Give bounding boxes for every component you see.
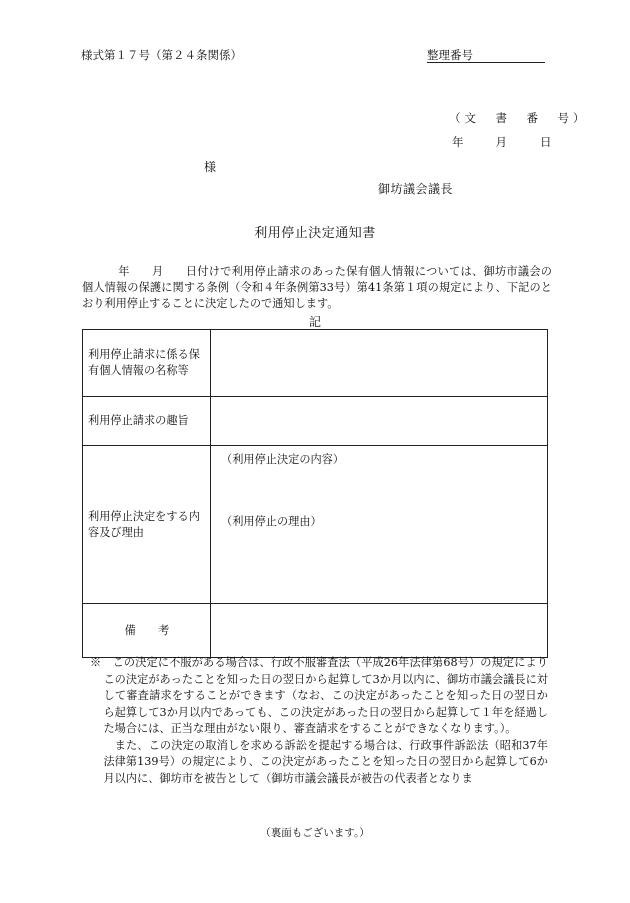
reverse-side-note: （裏面もございます。） bbox=[260, 827, 370, 839]
row-label-decision-reason: 利用停止決定をする内容及び理由 bbox=[83, 446, 211, 604]
table-row bbox=[83, 330, 548, 397]
date-month: 月 bbox=[495, 135, 507, 149]
body-month: 月 bbox=[151, 265, 164, 278]
date-line bbox=[452, 134, 552, 150]
info-name-field[interactable] bbox=[211, 330, 548, 397]
date-year: 年 bbox=[452, 135, 464, 149]
table-row bbox=[83, 604, 548, 658]
body-text: 日付けで利用停止請求のあった保有個人情報については、御坊市議会の個人情報の保護に関する条例（令和４年条例第33号）第41条第１項の規定により、下記のとおり利用停止することに決定したので通知します。 bbox=[82, 265, 552, 310]
addressee-suffix: 様 bbox=[204, 160, 217, 174]
sender-name: 御坊議会議長 bbox=[378, 182, 454, 196]
request-purpose-field[interactable] bbox=[211, 397, 548, 446]
reference-number-field[interactable] bbox=[427, 62, 545, 63]
notes-section bbox=[90, 655, 548, 787]
body-paragraph bbox=[82, 264, 552, 312]
date-day: 日 bbox=[540, 135, 552, 149]
decision-reason-field[interactable] bbox=[211, 446, 548, 604]
remarks-field[interactable] bbox=[211, 604, 548, 658]
decision-content-label: （利用停止決定の内容） bbox=[221, 453, 345, 466]
detail-table bbox=[82, 329, 548, 658]
decision-reason-label: （利用停止の理由） bbox=[221, 515, 322, 528]
ki-heading: 記 bbox=[308, 315, 321, 329]
row-label-info-name: 利用停止請求に係る保有個人情報の名称等 bbox=[83, 330, 211, 397]
row-label-request-purpose: 利用停止請求の趣旨 bbox=[83, 397, 211, 446]
document-number: （文 書 番 号） bbox=[449, 111, 589, 125]
table-row bbox=[83, 397, 548, 446]
table-row bbox=[83, 446, 548, 604]
body-year: 年 bbox=[118, 265, 130, 278]
row-label-remarks: 備 考 bbox=[83, 604, 211, 658]
note-paragraph-2: また、この決定の取消しを求める訴訟を提起する場合は、行政事件訴訟法（昭和37年法律第139号）の規定により、この決定があったことを知った日の翌日から起算して6か月以内に、御坊市を被告として（御坊市議会議長が被告の代表者となりま bbox=[103, 738, 548, 785]
form-number: 様式第１７号（第２４条関係） bbox=[81, 48, 242, 62]
reference-number-label: 整理番号 bbox=[427, 48, 473, 62]
document-title: 利用停止決定通知書 bbox=[254, 226, 376, 241]
note-mark: ※ bbox=[90, 656, 102, 669]
note-paragraph-1: ※ この決定に不服がある場合は、行政不服審査法（平成26年法律第68号）の規定によりこの決定があったことを知った日の翌日から起算して3か月以内に、御坊市議会議長に対して審査請求をすることができます（なお、この決定があったことを知った日の翌日から起算して3か月以内であっても、この決定があった日の翌日から起算して１年を経過した場合には、正当な理由がない限り、審査請求をすることができなくなります。）。 bbox=[90, 656, 548, 735]
